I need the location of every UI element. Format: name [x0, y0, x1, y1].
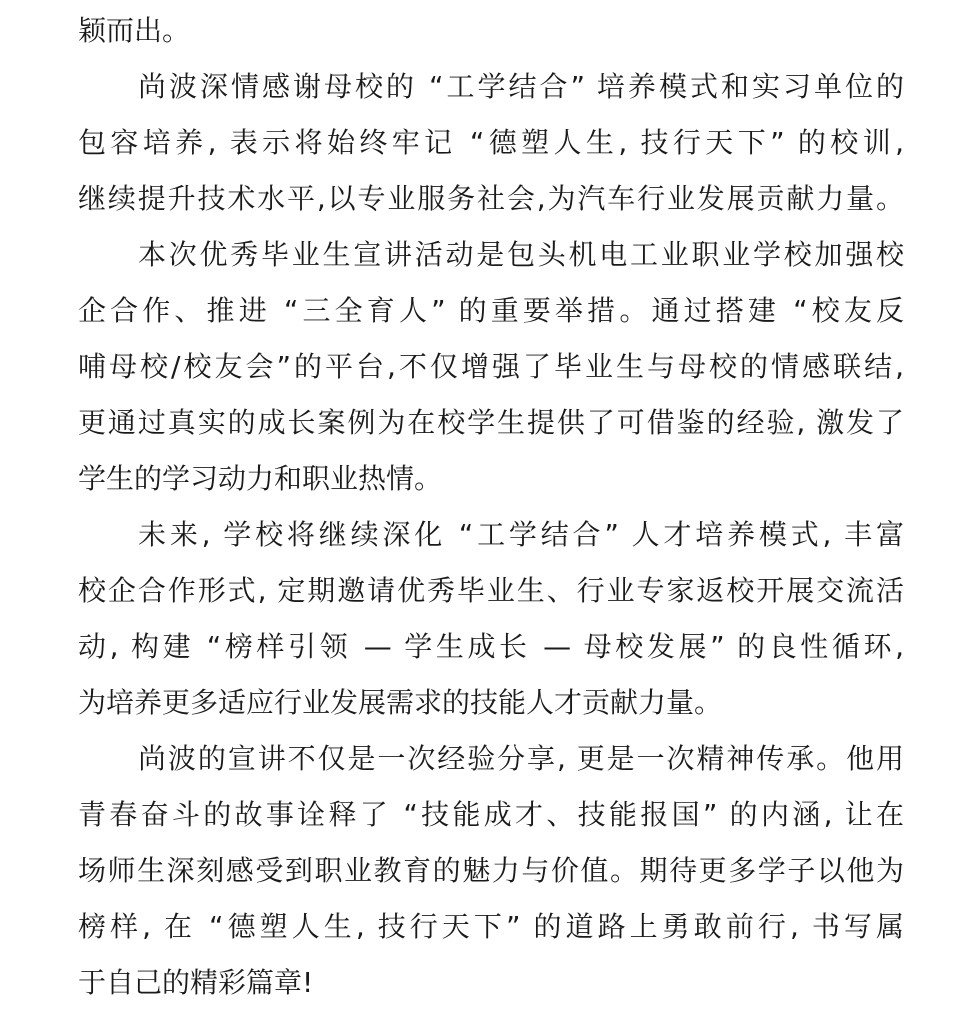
text-line: 为培养更多适应行业发展需求的技能人才贡献力量。: [78, 686, 723, 719]
text-line: 青春奋斗的故事诠释了 “技能成才、技能报国” 的内涵, 让在: [78, 798, 904, 831]
paragraph-first-line: 未来, 学校将继续深化 “工学结合” 人才培养模式, 丰富: [138, 518, 904, 551]
text-line: 颖而出。: [78, 14, 191, 47]
text-line: 学生的学习动力和职业热情。: [78, 462, 443, 495]
text-line: 场师生深刻感受到职业教育的魅力与价值。期待更多学子以他为: [78, 854, 904, 887]
paragraph-first-line: 本次优秀毕业生宣讲活动是包头机电工业职业学校加强校: [138, 238, 904, 271]
text-line: 榜样, 在 “德塑人生, 技行天下” 的道路上勇敢前行, 书写属: [78, 910, 904, 943]
paragraph-first-line: 尚波深情感谢母校的 “工学结合” 培养模式和实习单位的: [138, 70, 904, 103]
text-line: 继续提升技术水平,以专业服务社会,为汽车行业发展贡献力量。: [78, 182, 904, 215]
text-line: 包容培养, 表示将始终牢记 “德塑人生, 技行天下” 的校训,: [78, 126, 904, 159]
text-line: 校企合作形式, 定期邀请优秀毕业生、行业专家返校开展交流活: [78, 574, 904, 607]
paragraph-first-line: 尚波的宣讲不仅是一次经验分享, 更是一次精神传承。他用: [138, 742, 904, 775]
text-line: 企合作、推进 “三全育人” 的重要举措。通过搭建 “校友反: [78, 294, 904, 327]
text-line: 于自己的精彩篇章!: [78, 966, 314, 999]
text-line: 动, 构建 “榜样引领 — 学生成长 — 母校发展” 的良性循环,: [78, 630, 904, 663]
text-line: 更通过真实的成长案例为在校学生提供了可借鉴的经验, 激发了: [78, 406, 904, 439]
text-line: 哺母校/校友会”的平台,不仅增强了毕业生与母校的情感联结,: [78, 350, 904, 383]
